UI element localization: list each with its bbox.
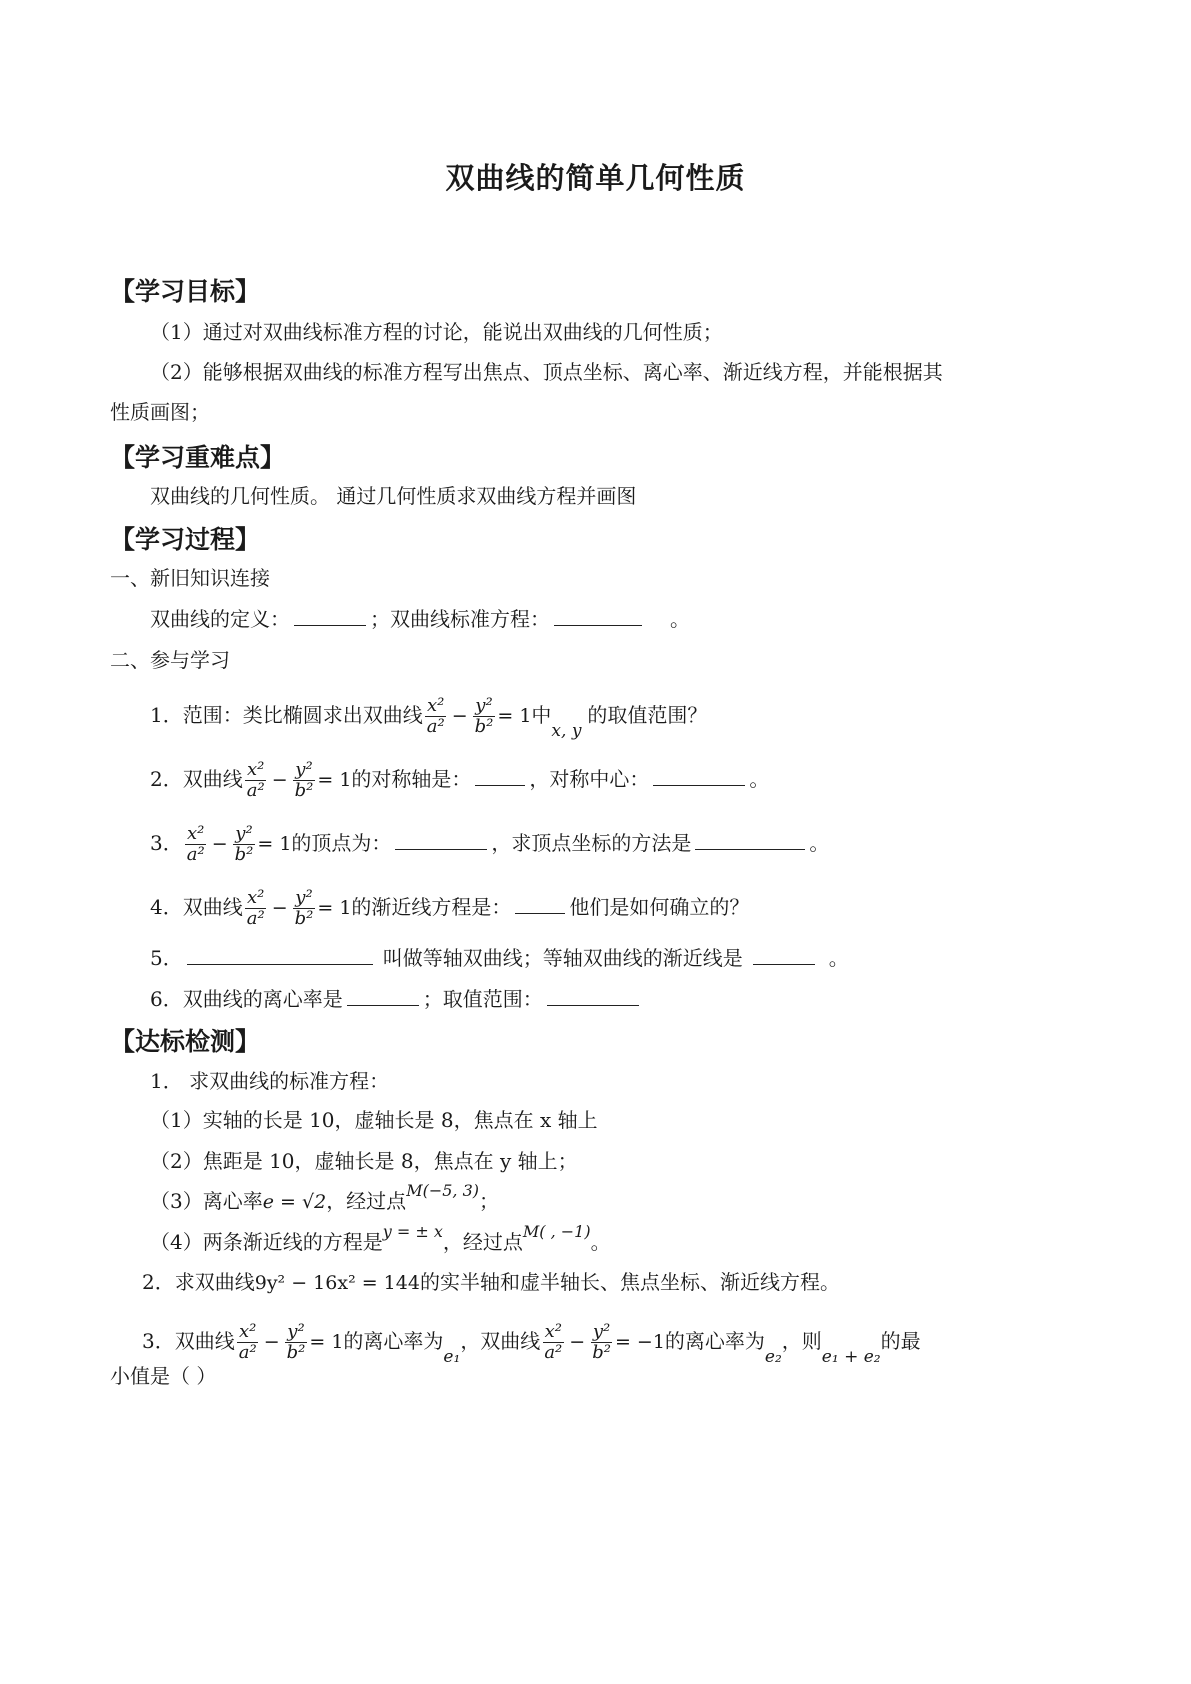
vertex-method-blank bbox=[695, 829, 805, 850]
equilateral-asymptote-blank bbox=[753, 944, 815, 965]
keypoints-heading: 【学习重难点】 bbox=[110, 443, 286, 472]
question-3: 3． $\frac{\text{x²}}{\text{a²}}$ − $\frac{\text{y²}}{\text{b²}}$ = 1的顶点为： ，求顶点坐标的方法是 。 bbox=[150, 823, 830, 865]
question-5: 5． 叫做等轴双曲线；等轴双曲线的渐近线是 。 bbox=[150, 946, 849, 970]
task-1-3: （3）离心率e = √2，经过点$^{M(-5, 3)}$； bbox=[150, 1181, 499, 1213]
task-3: 3．双曲线 $\frac{\text{x²}}{\text{a²}}$ − $\frac{\text{y²}}{\text{b²}}$ = 1的离心率为$_{e_1}$，双曲线 $\frac{\text{x²}}{\text{a²}}$ − $\frac{\text{y²}}{\text{b²}}$ = −1的离心率为$_{e_2}$，则$_{e_1 + e_2}$的最 bbox=[142, 1321, 921, 1367]
goals-heading: 【学习目标】 bbox=[110, 277, 261, 306]
task-1-4: （4）两条渐近线的方程是$^{y = \pm x}$，经过点$^{M( , -1)}$。 bbox=[150, 1222, 611, 1254]
equilateral-def-blank bbox=[187, 944, 373, 965]
symmetry-center-blank bbox=[653, 765, 745, 786]
check-heading: 【达标检测】 bbox=[110, 1027, 261, 1056]
task-1-2: （2）焦距是 10，虚轴长是 8，焦点在 y 轴上； bbox=[150, 1149, 578, 1173]
document-title: 双曲线的简单几何性质 bbox=[445, 161, 746, 195]
goal-item-1: （1）通过对双曲线标准方程的讨论，能说出双曲线的几何性质； bbox=[150, 320, 723, 344]
q1-vars: x, y bbox=[551, 721, 582, 741]
fraction-x2-a2: $\frac{\text{x²}}{\text{a²}}$ bbox=[544, 1321, 563, 1363]
standard-eq-label: ；双曲线标准方程： bbox=[370, 607, 550, 631]
fraction-x2-a2: $\frac{\text{x²}}{\text{a²}}$ bbox=[426, 695, 445, 737]
keypoints-text: 双曲线的几何性质。 通过几何性质求双曲线方程并画图 bbox=[150, 484, 637, 508]
task-2: 2．求双曲线9y² − 16x² = 144的实半轴和虚半轴长、焦点坐标、渐近线方程。 bbox=[142, 1270, 840, 1294]
point-m: M(−5, 3) bbox=[406, 1181, 479, 1200]
definition-blank bbox=[294, 605, 366, 626]
asymptote-equation: y = ± x bbox=[382, 1222, 443, 1241]
question-6: 6．双曲线的离心率是 ；取值范围： bbox=[150, 985, 643, 1013]
q1-text: 1．范围：类比椭圆求出双曲线 bbox=[150, 703, 423, 727]
part1-title: 一、新旧知识连接 bbox=[110, 566, 270, 590]
fraction-y2-b2: $\frac{\text{y²}}{\text{b²}}$ bbox=[474, 695, 494, 737]
definition-label: 双曲线的定义： bbox=[150, 607, 290, 631]
q1-in: 中 bbox=[531, 703, 552, 727]
question-4: 4．双曲线 $\frac{\text{x²}}{\text{a²}}$ − $\frac{\text{y²}}{\text{b²}}$ = 1的渐近线方程是： 他们是如何确立的？ bbox=[150, 887, 750, 929]
eccentricity-e1: e₁ bbox=[443, 1347, 461, 1367]
eccentricity-value: e = √2 bbox=[262, 1191, 327, 1213]
process-heading: 【学习过程】 bbox=[110, 525, 261, 554]
fraction-y2-b2: $\frac{\text{y²}}{\text{b²}}$ bbox=[286, 1321, 306, 1363]
period: 。 bbox=[670, 607, 690, 631]
task-1: 1． 求双曲线的标准方程： bbox=[150, 1069, 390, 1093]
question-2: 2．双曲线 $\frac{\text{x²}}{\text{a²}}$ − $\frac{\text{y²}}{\text{b²}}$ = 1的对称轴是： ，对称中心： 。 bbox=[150, 759, 770, 801]
eccentricity-sum: e₁ + e₂ bbox=[821, 1347, 881, 1367]
fraction-y2-b2: $\frac{\text{y²}}{\text{b²}}$ bbox=[294, 759, 314, 801]
part2-title: 二、参与学习 bbox=[110, 648, 230, 672]
task-1-1: （1）实轴的长是 10，虚轴长是 8，焦点在 x 轴上 bbox=[150, 1108, 598, 1132]
task-3-cont: 小值是（ ） bbox=[110, 1364, 217, 1388]
q1-end: 的取值范围？ bbox=[587, 703, 708, 727]
asymptote-blank bbox=[515, 893, 565, 914]
fraction-x2-a2: $\frac{\text{x²}}{\text{a²}}$ bbox=[186, 823, 205, 865]
fraction-x2-a2: $\frac{\text{x²}}{\text{a²}}$ bbox=[246, 887, 265, 929]
vertex-blank bbox=[395, 829, 487, 850]
hyperbola-equation: 9y² − 16x² = 144 bbox=[254, 1272, 420, 1294]
goal-item-2-cont: 性质画图； bbox=[110, 400, 210, 424]
fraction-y2-b2: $\frac{\text{y²}}{\text{b²}}$ bbox=[234, 823, 254, 865]
fraction-x2-a2: $\frac{\text{x²}}{\text{a²}}$ bbox=[238, 1321, 257, 1363]
range-blank bbox=[547, 985, 639, 1006]
eccentricity-blank bbox=[347, 985, 419, 1006]
symmetry-axis-blank bbox=[475, 765, 525, 786]
goal-item-2: （2）能够根据双曲线的标准方程写出焦点、顶点坐标、离心率、渐近线方程，并能根据其 bbox=[150, 360, 943, 384]
fraction-y2-b2: $\frac{\text{y²}}{\text{b²}}$ bbox=[294, 887, 314, 929]
eccentricity-e2: e₂ bbox=[764, 1347, 782, 1367]
point-m: M( , −1) bbox=[522, 1222, 591, 1241]
fraction-y2-b2: $\frac{\text{y²}}{\text{b²}}$ bbox=[592, 1321, 611, 1363]
question-1: 1．范围：类比椭圆求出双曲线 $\frac{\text{x²}}{\text{a²}}$ − $\frac{\text{y²}}{\text{b²}}$ = 1中$_{x, y}$的取值范围？ bbox=[150, 695, 708, 741]
standard-eq-blank bbox=[554, 605, 642, 626]
fraction-x2-a2: $\frac{\text{x²}}{\text{a²}}$ bbox=[246, 759, 265, 801]
part1-line bbox=[150, 605, 690, 633]
